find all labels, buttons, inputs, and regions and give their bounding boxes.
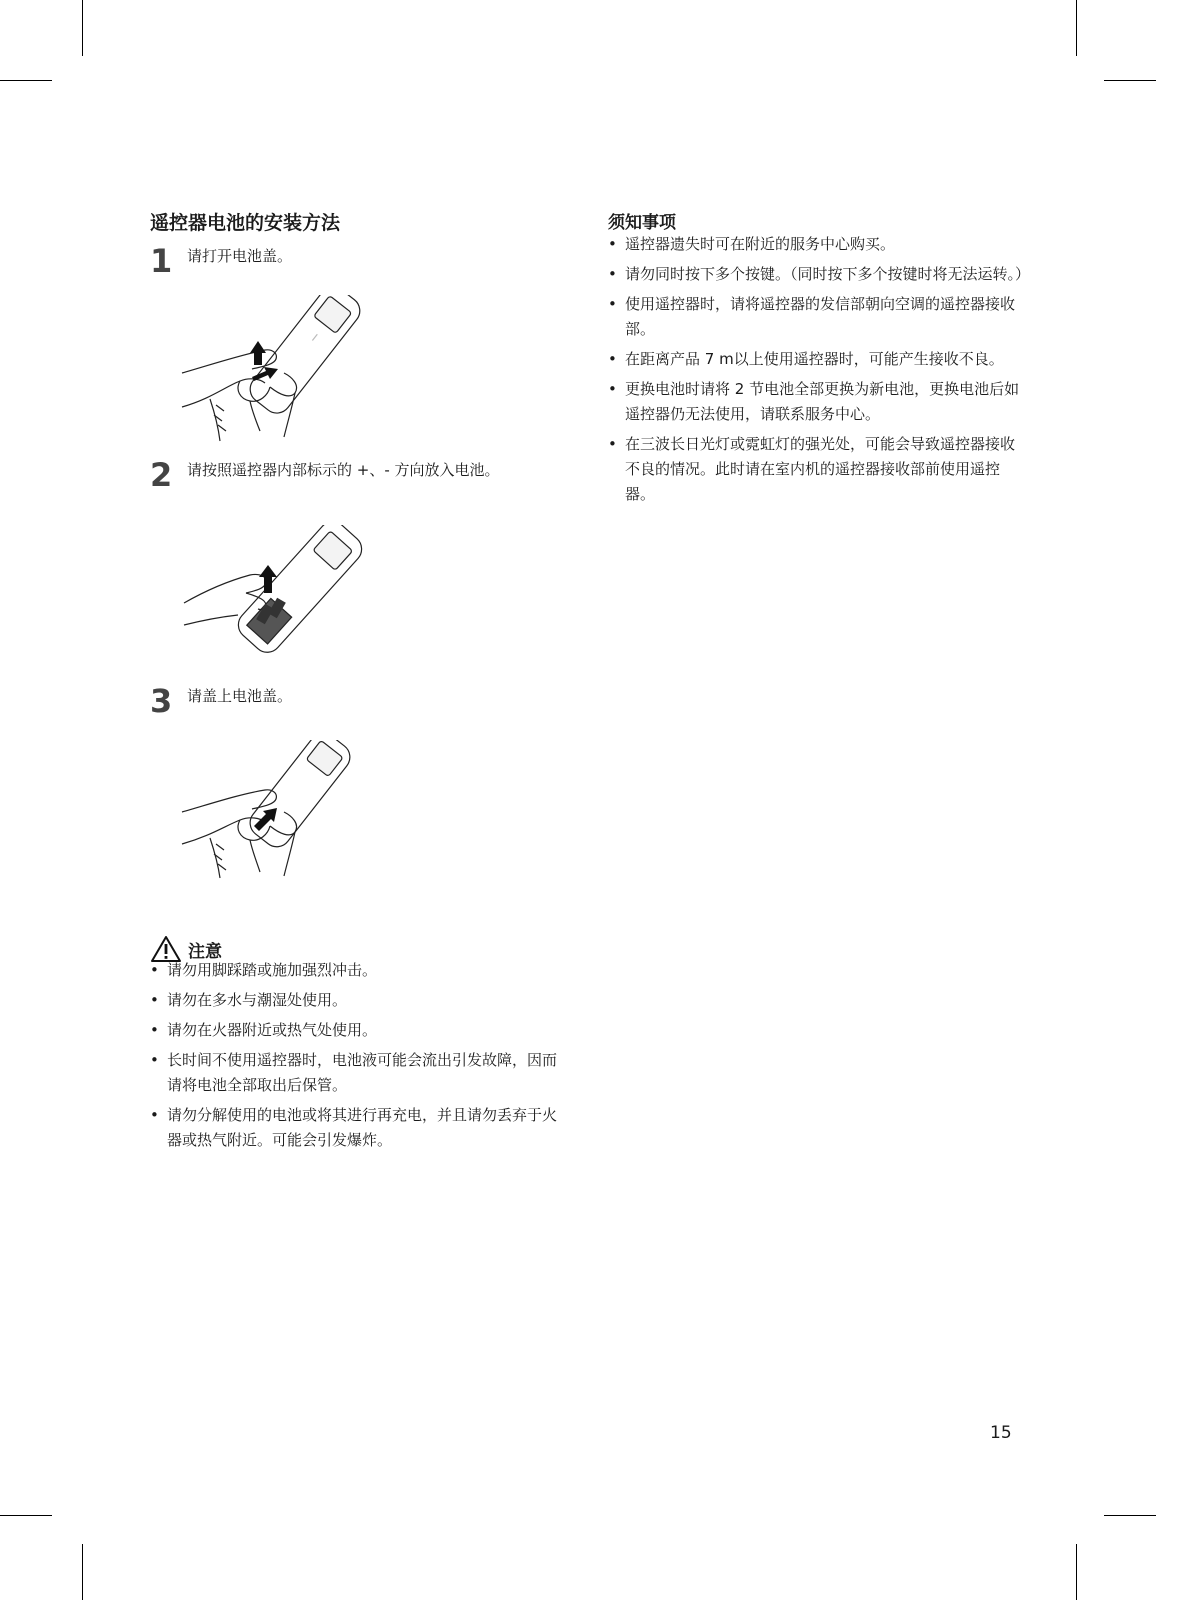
crop-mark [1104,80,1156,81]
battery-installation-section [150,200,560,1149]
bullet: • [150,991,159,1009]
list-item [608,262,1031,287]
list-item [608,232,1028,257]
list-item [608,292,1028,342]
list-item [608,432,1028,507]
close-battery-cover-illustration [180,740,370,880]
step-number: 1 [150,242,173,280]
list-item [608,347,1028,372]
list-item [150,958,560,983]
bullet: • [608,350,617,368]
caution-text: 请勿分解使用的电池或将其进行再充电，并且请勿丢弃于火器或热气附近。可能会引发爆炸。 [167,1106,558,1149]
crop-mark [82,0,83,56]
list-item [150,1018,560,1043]
bullet: • [608,380,617,398]
notice-section [608,200,1038,503]
crop-mark [82,1544,83,1600]
section-title: 遥控器电池的安装方法 [150,212,341,234]
list-item [608,377,1028,427]
crop-mark [1104,1515,1156,1516]
step-text: 请打开电池盖。 [187,247,293,265]
bullet: • [150,1106,159,1124]
list-item [150,988,560,1013]
caution-text: 请勿在多水与潮湿处使用。 [167,991,348,1009]
notice-text: 更换电池时请将 2 节电池全部更换为新电池，更换电池后如遥控器仍无法使用，请联系服务中心。 [625,380,1020,423]
bullet: • [150,1021,159,1039]
crop-mark [0,1515,52,1516]
bullet: • [608,235,617,253]
insert-batteries-illustration [180,525,380,655]
list-item [150,1048,560,1098]
notice-text: 遥控器遗失时可在附近的服务中心购买。 [625,235,896,253]
notice-text: 在三波长日光灯或霓虹灯的强光处，可能会导致遥控器接收不良的情况。此时请在室内机的遥控器接收部前使用遥控器。 [625,435,1016,503]
list-item [150,1103,560,1153]
step-text: 请按照遥控器内部标示的 +、- 方向放入电池。 [187,461,500,479]
step-number: 3 [150,682,173,720]
open-battery-cover-illustration [180,295,370,445]
step-number: 2 [150,456,173,494]
page-number: 15 [990,1423,1012,1443]
section-title: 须知事项 [608,213,676,233]
bullet: • [150,1051,159,1069]
notice-text: 使用遥控器时，请将遥控器的发信部朝向空调的遥控器接收部。 [625,295,1016,338]
notice-text: 在距离产品 7 m以上使用遥控器时，可能产生接收不良。 [625,350,1004,368]
notice-list [608,232,1031,512]
step-text: 请盖上电池盖。 [187,687,293,705]
bullet: • [150,961,159,979]
caution-text: 长时间不使用遥控器时，电池液可能会流出引发故障，因而请将电池全部取出后保管。 [167,1051,558,1094]
crop-mark [1076,1544,1077,1600]
crop-mark [0,80,52,81]
caution-text: 请勿在火器附近或热气处使用。 [167,1021,378,1039]
crop-mark [1076,0,1077,56]
bullet: • [608,435,617,453]
caution-list [150,958,560,1158]
caution-label: 注意 [188,941,222,962]
bullet: • [608,295,617,313]
bullet: • [608,265,617,283]
notice-text: 请勿同时按下多个按键。（同时按下多个按键时将无法运转。） [625,265,1031,283]
caution-text: 请勿用脚踩踏或施加强烈冲击。 [167,961,378,979]
